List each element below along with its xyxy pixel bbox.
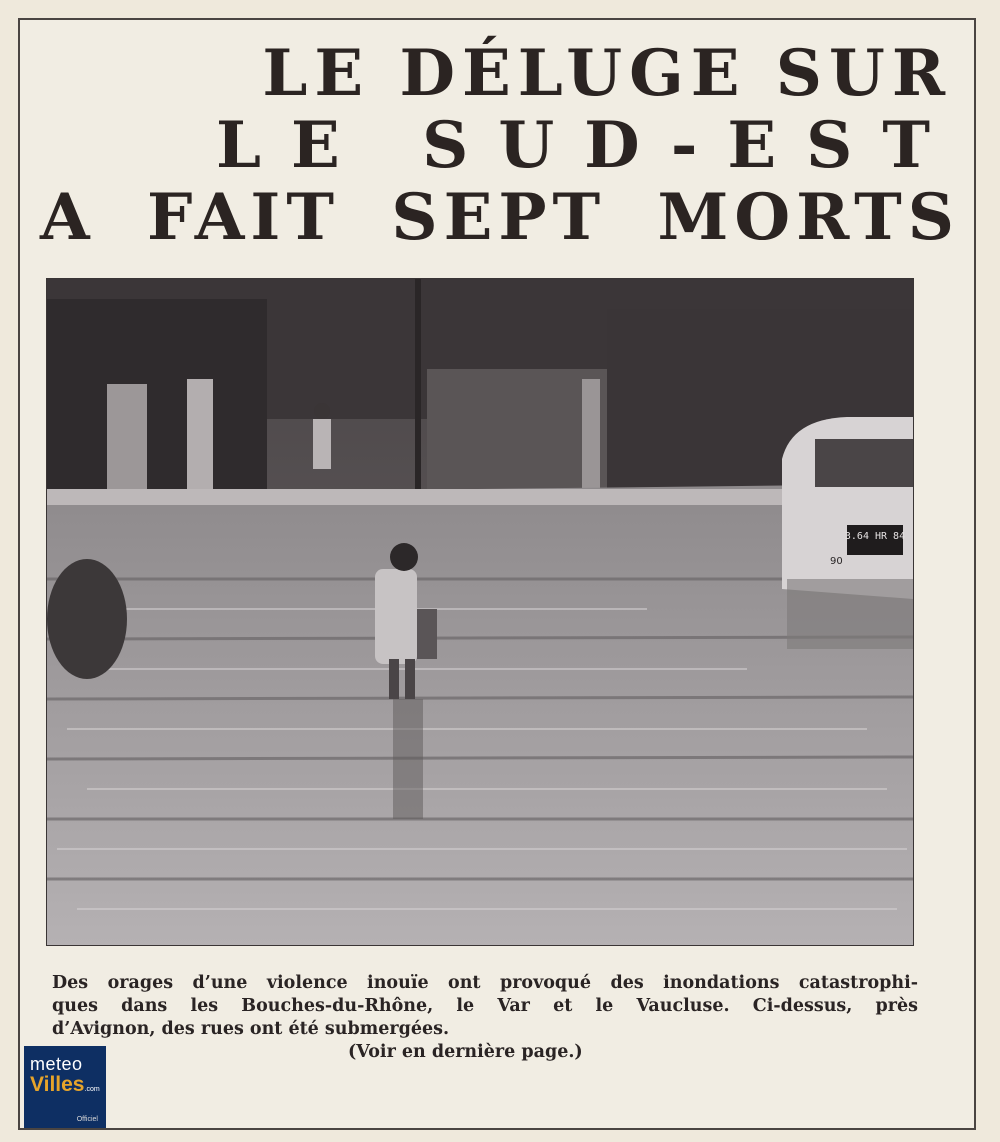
caption-line-1: Des orages d’une violence inouïe ont provoqué des inondations catastrophi- (52, 973, 918, 993)
logo-tag: Officiel (76, 1116, 98, 1123)
flood-photo (46, 278, 914, 946)
photo-caption (52, 972, 918, 1064)
pedestrian-background (313, 403, 331, 469)
parked-car (782, 417, 913, 649)
caption-line-3: d’Avignon, des rues ont été submergées. (52, 1019, 450, 1039)
plate-prefix: 90 (830, 556, 843, 567)
logo-brand: Villes (30, 1073, 85, 1096)
caption-line-2: ques dans les Bouches-du-Rhône, le Var et le Vaucluse. Ci-dessus, près (52, 996, 918, 1016)
flooded-street-image (47, 279, 913, 945)
logo-line-2 (30, 1074, 100, 1101)
headline (40, 36, 960, 258)
license-plate: 3.64 HR 84 (844, 531, 906, 542)
headline-line-2: LE SUD-EST (216, 108, 960, 183)
caption-line-4: (Voir en dernière page.) (348, 1042, 583, 1062)
headline-line-3: A FAIT SEPT MORTS (40, 180, 960, 255)
meteovilles-logo (24, 1046, 106, 1128)
logo-domain: .com (84, 1086, 100, 1093)
headline-line-1: LE DÉLUGE SUR (262, 36, 952, 111)
logo-line-1: meteo (30, 1054, 83, 1074)
